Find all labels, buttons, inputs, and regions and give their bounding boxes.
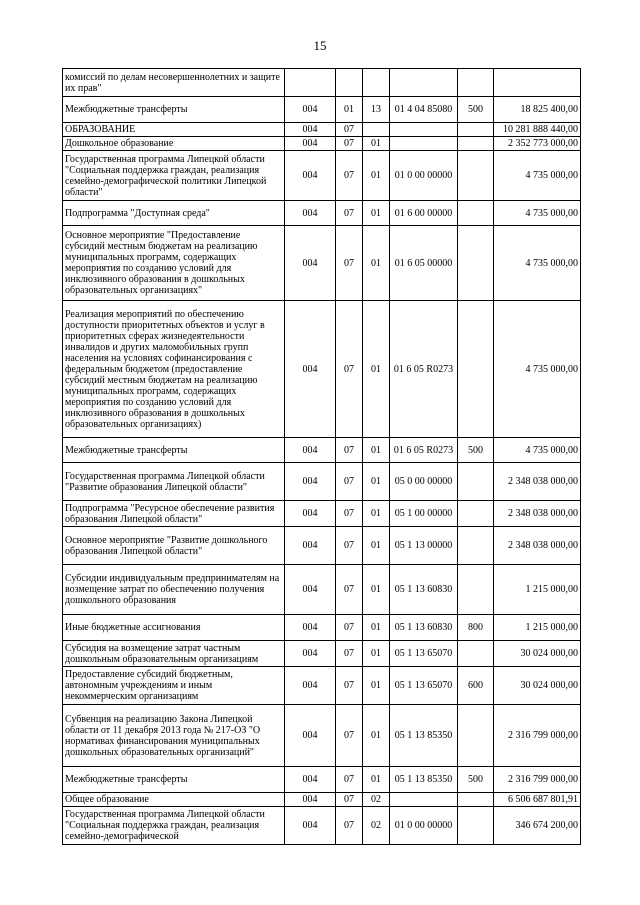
budget-table [62,68,581,845]
section-code-cell: 07 [336,301,363,438]
amount-cell: 2 348 038 000,00 [494,463,581,501]
row-name-cell: Общее образование [63,793,285,807]
expense-type-cell [458,793,494,807]
subsection-code-cell: 01 [363,151,390,201]
table-row [63,69,581,97]
section-code-cell: 07 [336,641,363,667]
department-code-cell: 004 [285,641,336,667]
target-article-cell: 05 1 13 65070 [390,641,458,667]
section-code-cell: 07 [336,793,363,807]
row-name-cell: Государственная программа Липецкой области "Социальная поддержка граждан, реализация семейно-демографической политики Липецкой области" [63,151,285,201]
row-name-cell: Основное мероприятие "Развитие дошкольного образования Липецкой области" [63,527,285,565]
department-code-cell: 004 [285,527,336,565]
subsection-code-cell [363,123,390,137]
expense-type-cell [458,137,494,151]
target-article-cell: 01 0 00 00000 [390,151,458,201]
expense-type-cell [458,527,494,565]
department-code-cell: 004 [285,565,336,615]
table-row [63,226,581,301]
expense-type-cell: 500 [458,767,494,793]
department-code-cell: 004 [285,201,336,226]
table-row [63,705,581,767]
table-row [63,151,581,201]
subsection-code-cell: 02 [363,793,390,807]
target-article-cell: 01 6 05 R0273 [390,301,458,438]
amount-cell: 4 735 000,00 [494,201,581,226]
section-code-cell: 07 [336,151,363,201]
amount-cell: 2 348 038 000,00 [494,501,581,527]
row-name-cell: Субсидия на возмещение затрат частным дошкольным образовательным организациям [63,641,285,667]
amount-cell: 4 735 000,00 [494,301,581,438]
department-code-cell: 004 [285,123,336,137]
department-code-cell: 004 [285,463,336,501]
amount-cell [494,69,581,97]
section-code-cell: 07 [336,527,363,565]
row-name-cell: Межбюджетные трансферты [63,438,285,463]
table-row [63,807,581,845]
row-name-cell: Реализация мероприятий по обеспечению доступности приоритетных объектов и услуг в приоритетных сферах жизнедеятельности инвалидов и других маломобильных групп населения на условиях софинансирования с федеральным бюджетом (предоставление субсидий местным бюджетам на реализацию муниципальных программ, содержащих мероприятия по созданию условий для инклюзивного образования в дошкольных образовательных организациях) [63,301,285,438]
subsection-code-cell: 01 [363,667,390,705]
amount-cell: 30 024 000,00 [494,641,581,667]
target-article-cell: 05 1 00 00000 [390,501,458,527]
section-code-cell: 07 [336,226,363,301]
section-code-cell: 07 [336,667,363,705]
table-row [63,527,581,565]
target-article-cell [390,69,458,97]
department-code-cell: 004 [285,438,336,463]
section-code-cell: 07 [336,463,363,501]
subsection-code-cell: 01 [363,705,390,767]
subsection-code-cell: 01 [363,767,390,793]
row-name-cell: Субсидии индивидуальным предпринимателям на возмещение затрат по обеспечению получения дошкольного образования [63,565,285,615]
table-row [63,301,581,438]
row-name-cell: Иные бюджетные ассигнования [63,615,285,641]
table-row [63,97,581,123]
subsection-code-cell: 01 [363,201,390,226]
expense-type-cell [458,201,494,226]
expense-type-cell [458,501,494,527]
subsection-code-cell: 01 [363,137,390,151]
expense-type-cell: 500 [458,97,494,123]
amount-cell: 4 735 000,00 [494,226,581,301]
amount-cell: 10 281 888 440,00 [494,123,581,137]
section-code-cell: 07 [336,807,363,845]
row-name-cell: Межбюджетные трансферты [63,767,285,793]
table-row [63,615,581,641]
target-article-cell: 01 4 04 85080 [390,97,458,123]
row-name-cell: Дошкольное образование [63,137,285,151]
department-code-cell: 004 [285,807,336,845]
row-name-cell: Государственная программа Липецкой области "Развитие образования Липецкой области" [63,463,285,501]
department-code-cell: 004 [285,151,336,201]
section-code-cell: 07 [336,201,363,226]
target-article-cell [390,793,458,807]
target-article-cell [390,123,458,137]
amount-cell: 2 316 799 000,00 [494,767,581,793]
subsection-code-cell [363,69,390,97]
amount-cell: 6 506 687 801,91 [494,793,581,807]
department-code-cell: 004 [285,705,336,767]
subsection-code-cell: 13 [363,97,390,123]
row-name-cell: Подпрограмма "Доступная среда" [63,201,285,226]
section-code-cell: 07 [336,615,363,641]
target-article-cell: 05 1 13 60830 [390,565,458,615]
department-code-cell: 004 [285,667,336,705]
section-code-cell: 07 [336,137,363,151]
target-article-cell: 01 6 05 00000 [390,226,458,301]
table-row [63,767,581,793]
target-article-cell: 05 1 13 85350 [390,705,458,767]
amount-cell: 4 735 000,00 [494,438,581,463]
row-name-cell: ОБРАЗОВАНИЕ [63,123,285,137]
department-code-cell: 004 [285,97,336,123]
section-code-cell: 07 [336,767,363,793]
expense-type-cell [458,463,494,501]
row-name-cell: Подпрограмма "Ресурсное обеспечение развития образования Липецкой области" [63,501,285,527]
amount-cell: 2 316 799 000,00 [494,705,581,767]
expense-type-cell [458,807,494,845]
department-code-cell: 004 [285,137,336,151]
table-body [63,69,581,845]
table-row [63,438,581,463]
section-code-cell: 07 [336,501,363,527]
amount-cell: 18 825 400,00 [494,97,581,123]
subsection-code-cell: 01 [363,463,390,501]
amount-cell: 30 024 000,00 [494,667,581,705]
target-article-cell: 01 6 00 00000 [390,201,458,226]
expense-type-cell [458,641,494,667]
amount-cell: 4 735 000,00 [494,151,581,201]
target-article-cell: 05 1 13 00000 [390,527,458,565]
section-code-cell: 01 [336,97,363,123]
target-article-cell: 05 1 13 85350 [390,767,458,793]
target-article-cell: 01 0 00 00000 [390,807,458,845]
row-name-cell: комиссий по делам несовершеннолетних и защите их прав" [63,69,285,97]
subsection-code-cell: 02 [363,807,390,845]
page-number: 15 [313,38,327,53]
subsection-code-cell: 01 [363,501,390,527]
expense-type-cell: 600 [458,667,494,705]
subsection-code-cell: 01 [363,641,390,667]
subsection-code-cell: 01 [363,226,390,301]
subsection-code-cell: 01 [363,438,390,463]
table-row [63,501,581,527]
expense-type-cell [458,565,494,615]
subsection-code-cell: 01 [363,615,390,641]
section-code-cell [336,69,363,97]
row-name-cell: Субвенция на реализацию Закона Липецкой области от 11 декабря 2013 года № 217-ОЗ "О нормативах финансирования муниципальных дошкольных образовательных организаций" [63,705,285,767]
target-article-cell [390,137,458,151]
department-code-cell: 004 [285,793,336,807]
amount-cell: 2 348 038 000,00 [494,527,581,565]
department-code-cell [285,69,336,97]
section-code-cell: 07 [336,123,363,137]
amount-cell: 1 215 000,00 [494,565,581,615]
expense-type-cell [458,69,494,97]
section-code-cell: 07 [336,565,363,615]
table-row [63,565,581,615]
expense-type-cell [458,301,494,438]
table-row [63,201,581,226]
row-name-cell: Межбюджетные трансферты [63,97,285,123]
expense-type-cell [458,226,494,301]
amount-cell: 1 215 000,00 [494,615,581,641]
subsection-code-cell: 01 [363,301,390,438]
row-name-cell: Предоставление субсидий бюджетным, автономным учреждениям и иным некоммерческим организациям [63,667,285,705]
expense-type-cell: 800 [458,615,494,641]
subsection-code-cell: 01 [363,527,390,565]
target-article-cell: 01 6 05 R0273 [390,438,458,463]
expense-type-cell: 500 [458,438,494,463]
table-row [63,641,581,667]
table-row [63,793,581,807]
department-code-cell: 004 [285,501,336,527]
row-name-cell: Основное мероприятие "Предоставление субсидий местным бюджетам на реализацию муниципальных программ, содержащих мероприятия по созданию условий для инклюзивного образования в дошкольных образовательных организациях" [63,226,285,301]
section-code-cell: 07 [336,438,363,463]
section-code-cell: 07 [336,705,363,767]
table-row [63,667,581,705]
target-article-cell: 05 0 00 00000 [390,463,458,501]
table-row [63,123,581,137]
table-row [63,463,581,501]
expense-type-cell [458,123,494,137]
table-row [63,137,581,151]
department-code-cell: 004 [285,767,336,793]
target-article-cell: 05 1 13 65070 [390,667,458,705]
row-name-cell: Государственная программа Липецкой области "Социальная поддержка граждан, реализация семейно-демографической [63,807,285,845]
expense-type-cell [458,705,494,767]
expense-type-cell [458,151,494,201]
amount-cell: 2 352 773 000,00 [494,137,581,151]
target-article-cell: 05 1 13 60830 [390,615,458,641]
department-code-cell: 004 [285,226,336,301]
department-code-cell: 004 [285,615,336,641]
subsection-code-cell: 01 [363,565,390,615]
amount-cell: 346 674 200,00 [494,807,581,845]
department-code-cell: 004 [285,301,336,438]
